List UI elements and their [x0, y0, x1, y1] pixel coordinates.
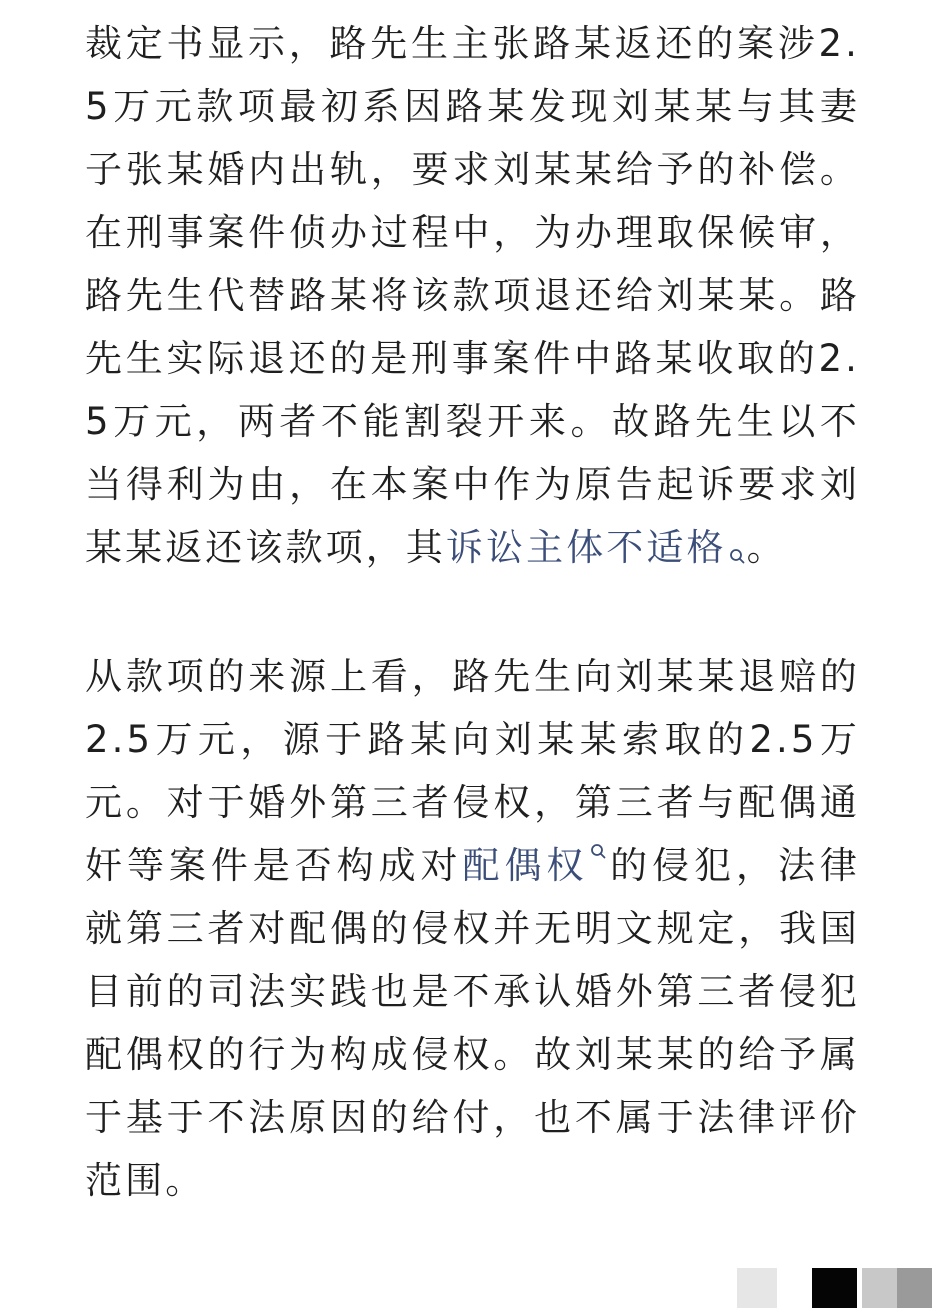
keyword-link-spousal-right[interactable]: 配偶权	[462, 844, 589, 887]
paragraph-text-before: 从款项的来源上看，路先生向刘某某退赔的2.5万元，源于路某向刘某某索取的2.5万元。对于婚外第三者侵权，第三者与配偶通奸等案件是否构成对	[85, 655, 860, 887]
paragraph-source	[85, 645, 860, 1212]
paragraph-text-after: 。	[746, 526, 787, 569]
paragraph-ruling	[85, 12, 860, 579]
search-icon[interactable]	[729, 550, 745, 570]
watermark-block	[897, 1268, 932, 1308]
watermark	[732, 1263, 932, 1308]
watermark-block	[737, 1268, 777, 1308]
paragraph-text-before: 裁定书显示，路先生主张路某返还的案涉2.5万元款项最初系因路某发现刘某某与其妻子张某婚内出轨，要求刘某某给予的补偿。在刑事案件侦办过程中，为办理取保候审，路先生代替路某将该款项退还给刘某某。路先生实际退还的是刑事案件中路某收取的2.5万元，两者不能割裂开来。故路先生以不当得利为由，在本案中作为原告起诉要求刘某某返还该款项，其	[85, 22, 860, 569]
paragraph-text-after: 的侵犯，法律就第三者对配偶的侵权并无明文规定，我国目前的司法实践也是不承认婚外第三者侵犯配偶权的行为构成侵权。故刘某某的给予属于基于不法原因的给付，也不属于法律评价范围。	[85, 844, 861, 1202]
watermark-block	[862, 1268, 897, 1308]
keyword-link-litigation-subject[interactable]: 诉讼主体不适格	[445, 526, 727, 569]
watermark-block	[812, 1268, 857, 1308]
search-icon[interactable]	[590, 845, 606, 865]
article-body	[85, 12, 860, 1212]
